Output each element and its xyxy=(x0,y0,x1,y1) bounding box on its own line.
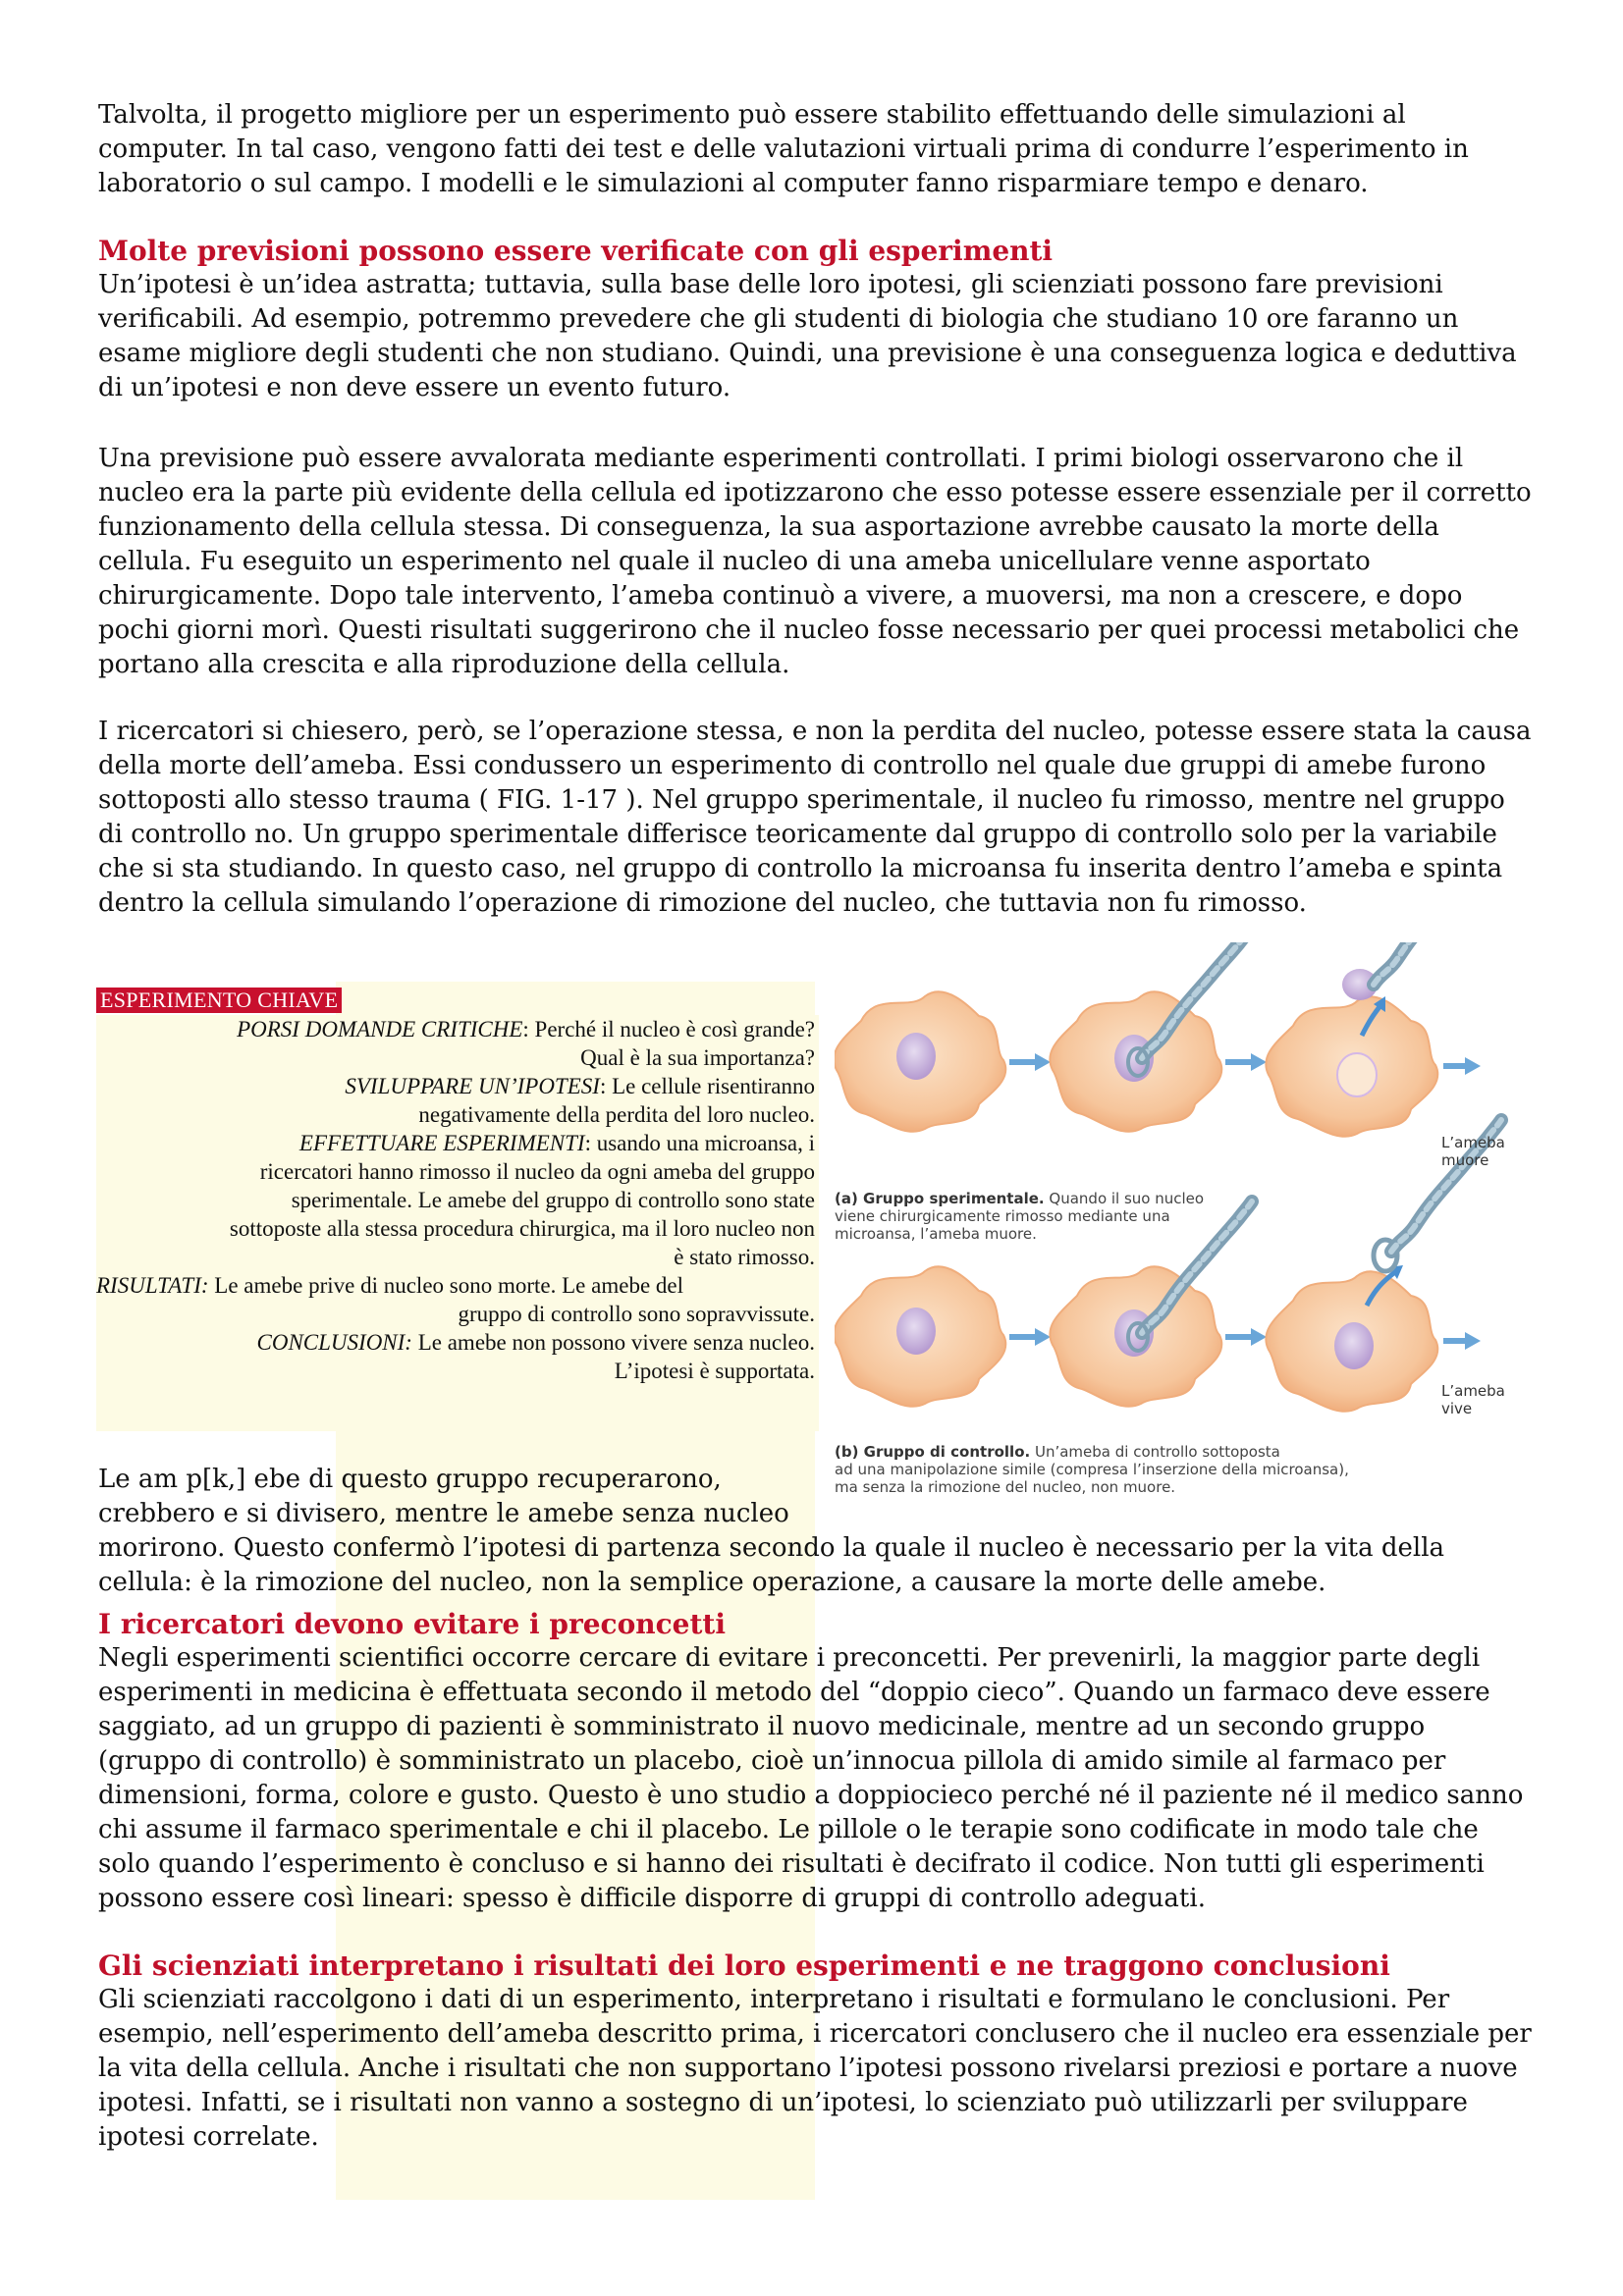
paragraph-interpretano: Gli scienziati raccolgono i dati di un esperimento, interpretano i risultati e formulano le conclusioni. Per esempio, nell’esperimento dell’ameba descritto prima, i ricercatori conclusero che il nucleo era essenziale per la vita della cellula. Anche i risultati che non supportano l’ipotesi possono rivelarsi preziosi e portare a nuove ipotesi. Infatti, se i risultati non vanno a sostegno di un’ipotesi, lo scienziato può utilizzarli per sviluppare ipotesi correlate. xyxy=(98,1985,1532,2152)
nucleus-icon xyxy=(896,1033,936,1080)
arrow-icon xyxy=(1225,1053,1267,1071)
esperimenti-line-4: sottoposte alla stessa procedura chirurgica, ma il loro nucleo non xyxy=(229,1216,815,1241)
key-experiment-box xyxy=(96,988,823,1429)
risultati-line-2: gruppo di controllo sono sopravvissute. xyxy=(458,1302,815,1326)
paragraph-preconcetti: Negli esperimenti scientifici occorre cercare di evitare i preconcetti. Per prevenirli, la maggior parte degli esperimenti in medicina è effettuata secondo il metodo del “doppio cieco”. Quando un farmaco deve essere saggiato, ad un gruppo di pazienti è somministrato il nuovo medicinale, mentre ad un secondo gruppo (gruppo di controllo) è somministrato un placebo, cioè un’innocua pillola di amido simile al farmaco per dimensioni, forma, colore e gusto. Questo è uno studio a doppiocieco perché né il paziente né il medico sanno chi assume il farmaco sperimentale e chi il placebo. Le pillole o le terapie sono codificate in modo tale che solo quando l’esperimento è concluso e si hanno dei risultati è decifrato il codice. Non tutti gli esperimenti possono essere così lineari: spesso è difficile disporre di gruppi di controllo adeguati. xyxy=(98,1643,1524,1913)
outcome-dies-label: L’ameba muore xyxy=(1441,1134,1505,1169)
domande-line-2: Qual è la sua importanza? xyxy=(580,1045,815,1070)
section-heading-previsioni: Molte previsioni possono essere verificate con gli esperimenti xyxy=(98,235,1054,267)
section-heading-interpretano: Gli scienziati interpretano i risultati dei loro esperimenti e ne traggono conclusioni xyxy=(98,1949,1390,1982)
caption-control-group: (b) Gruppo di controllo. Un’ameba di controllo sottoposta ad una manipolazione simile (compresa l’inserzione della microansa), ma senza la rimozione del nucleo, non muore. xyxy=(835,1443,1349,1496)
row-b-cell-1 xyxy=(835,1266,1005,1406)
esperimenti-line-3: sperimentale. Le amebe del gruppo di controllo sono state xyxy=(291,1188,815,1212)
nucleus-scar-icon xyxy=(1337,1053,1377,1096)
outcome-lives-label: L’ameba vive xyxy=(1441,1382,1505,1417)
section-heading-preconcetti: I ricercatori devono evitare i preconcetti xyxy=(98,1608,726,1640)
esperimenti-line-5: è stato rimosso. xyxy=(674,1245,815,1269)
conclusioni-line-1: CONCLUSIONI: Le amebe non possono vivere senza nucleo. xyxy=(256,1330,815,1355)
caption-experimental-group: (a) Gruppo sperimentale. Quando il suo nucleo viene chirurgicamente rimosso mediante una microansa, l’ameba muore. xyxy=(835,1190,1205,1243)
key-experiment-label: ESPERIMENTO CHIAVE xyxy=(96,988,342,1013)
paragraph-previsioni-3: I ricercatori si chiesero, però, se l’operazione stessa, e non la perdita del nucleo, potesse essere stata la causa della morte dell’ameba. Essi condussero un esperimento di controllo nel quale due gruppi di amebe furono sottoposti allo stesso trauma ( FIG. 1-17 ). Nel gruppo sperimentale, il nucleo fu rimosso, mentre nel gruppo di controllo no. Un gruppo sperimentale differisce teoricamente dal gruppo di controllo solo per la variabile che si sta studiando. In questo caso, nel gruppo di controllo la microansa fu inserita dentro l’ameba e spinta dentro la cellula simulando l’operazione di rimozione del nucleo, che tuttavia non fu rimosso. xyxy=(98,717,1532,918)
row-a-cell-3 xyxy=(1266,942,1484,1137)
row-a-cell-2 xyxy=(1050,942,1252,1132)
result-paragraph: Le am p[k,] ebe di questo gruppo recuperarono, crebbero e si divisero, mentre le amebe senza nucleo morirono. Questo confermò l’ipotesi di partenza secondo la quale il nucleo è necessario per la vita della cellula: è la rimozione del nucleo, non la semplice operazione, a causare la morte delle amebe. xyxy=(98,1465,1445,1597)
arrow-icon xyxy=(1225,1328,1267,1346)
arrow-icon xyxy=(1443,1332,1481,1350)
esperimenti-line-2: ricercatori hanno rimosso il nucleo da ogni ameba del gruppo xyxy=(259,1159,815,1184)
nucleus-icon xyxy=(896,1308,936,1355)
ipotesi-line-2: negativamente della perdita del loro nucleo. xyxy=(418,1102,815,1127)
paragraph-previsioni-2: Una previsione può essere avvalorata mediante esperimenti controllati. I primi biologi osservarono che il nucleo era la parte più evidente della cellula ed ipotizzarono che esso potesse essere essenziale per il corretto funzionamento della cellula stessa. Di conseguenza, la sua asportazione avrebbe causato la morte della cellula. Fu eseguito un esperimento nel quale il nucleo di una ameba unicellulare venne asportato chirurgicamente. Dopo tale intervento, l’ameba continuò a vivere, a muoversi, ma non a crescere, e dopo pochi giorni morì. Questi risultati suggerirono che il nucleo fosse necessario per quei processi metabolici che portano alla crescita e alla riproduzione della cellula. xyxy=(98,444,1532,679)
row-a-cell-1 xyxy=(835,991,1005,1131)
nucleus-icon xyxy=(1334,1322,1374,1369)
domande-line-1: PORSI DOMANDE CRITICHE: Perché il nucleo è così grande? xyxy=(237,1017,815,1041)
microloop-icon xyxy=(1374,942,1484,985)
key-experiment-body xyxy=(96,1015,819,1431)
arrow-icon xyxy=(1009,1053,1051,1071)
arrow-icon xyxy=(1009,1328,1051,1346)
esperimenti-line-1: EFFETTUARE ESPERIMENTI: usando una microansa, i xyxy=(298,1131,815,1155)
risultati-line-1: RISULTATI: Le amebe prive di nucleo sono morte. Le amebe del xyxy=(96,1273,683,1298)
intro-paragraph: Talvolta, il progetto migliore per un esperimento può essere stabilito effettuando delle simulazioni al computer. In tal caso, vengono fatti dei test e delle valutazioni virtuali prima di condurre l’esperimento in laboratorio o sul campo. I modelli e le simulazioni al computer fanno risparmiare tempo e denaro. xyxy=(98,100,1469,198)
arrow-icon xyxy=(1443,1057,1481,1075)
amoeba-figure xyxy=(835,942,1542,1517)
ipotesi-line-1: SVILUPPARE UN’IPOTESI: Le cellule risentiranno xyxy=(345,1074,815,1098)
paragraph-previsioni-1: Un’ipotesi è un’idea astratta; tuttavia, sulla base delle loro ipotesi, gli scienziati possono fare previsioni verificabili. Ad esempio, potremmo prevedere che gli studenti di biologia che studiano 10 ore faranno un esame migliore degli studenti che non studiano. Quindi, una previsione è una conseguenza logica e deduttiva di un’ipotesi e non deve essere un evento futuro. xyxy=(98,270,1517,402)
conclusioni-line-2: L’ipotesi è supportata. xyxy=(614,1359,815,1383)
